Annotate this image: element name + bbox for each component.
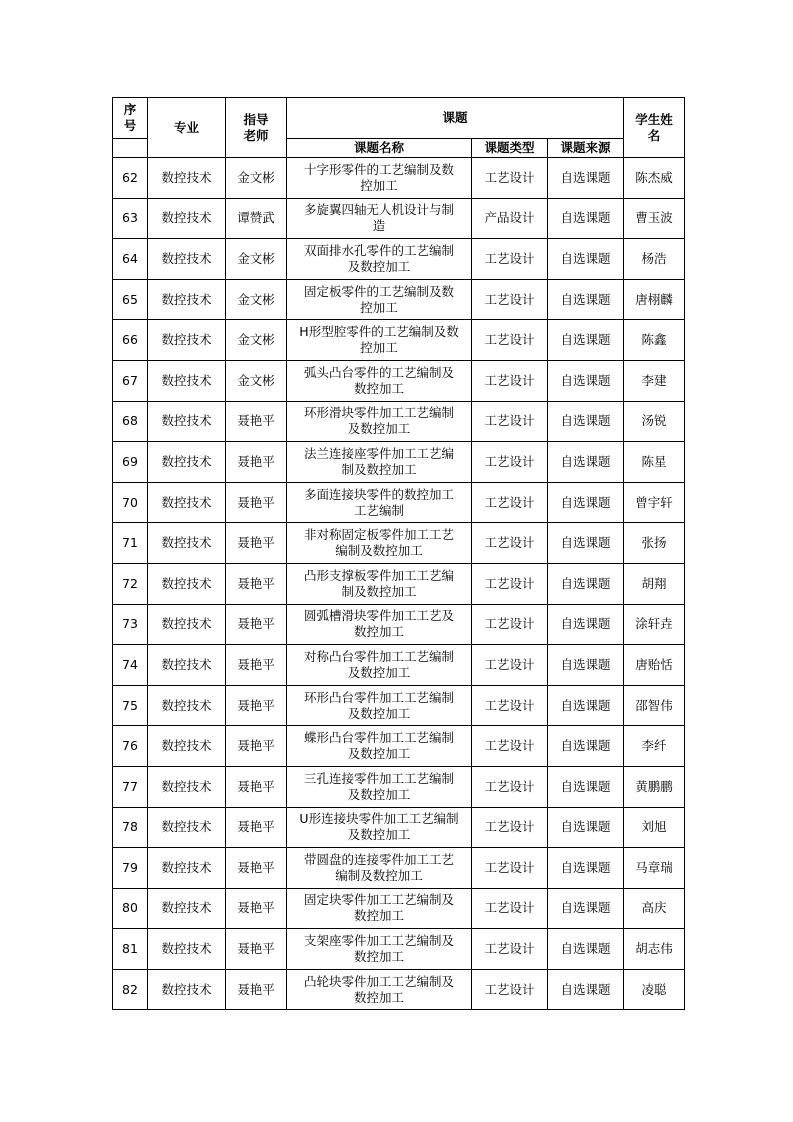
- cell-major: 数控技术: [148, 482, 226, 523]
- cell-topic-source: 自选课题: [548, 604, 624, 645]
- cell-topic-type: 工艺设计: [472, 320, 548, 361]
- topic-name-line: 工艺编制: [353, 502, 404, 518]
- cell-topic-name: [287, 807, 472, 848]
- topic-name-line: 制及数控加工: [341, 461, 417, 477]
- topic-name-line: 数控加工: [353, 624, 404, 640]
- cell-student: 胡志伟: [624, 929, 685, 970]
- cell-major: 数控技术: [148, 645, 226, 686]
- topic-name-line: 编制及数控加工: [335, 867, 423, 883]
- cell-topic-source: 自选课题: [548, 198, 624, 239]
- header-topic-name: 课题名称: [287, 139, 472, 158]
- topic-name-line: 及数控加工: [347, 746, 411, 762]
- cell-topic-name: [287, 929, 472, 970]
- topic-name-line: 凸形支撑板零件加工工艺编: [303, 567, 454, 583]
- cell-topic-name: [287, 523, 472, 564]
- cell-major: 数控技术: [148, 726, 226, 767]
- cell-topic-name: [287, 848, 472, 889]
- cell-number: 70: [113, 482, 148, 523]
- topic-name-line: 多面连接块零件的数控加工: [303, 486, 454, 502]
- topic-name-line: 环形滑块零件加工工艺编制: [303, 405, 454, 421]
- cell-advisor: 聂艳平: [226, 807, 287, 848]
- table-row: [113, 279, 685, 320]
- cell-student: 汤锐: [624, 401, 685, 442]
- cell-student: 陈星: [624, 442, 685, 483]
- topic-name-line: 造: [372, 218, 386, 234]
- topic-name-line: 控加工: [360, 340, 398, 356]
- cell-number: 73: [113, 604, 148, 645]
- cell-topic-type: 工艺设计: [472, 888, 548, 929]
- cell-topic-source: 自选课题: [548, 523, 624, 564]
- cell-number: 62: [113, 158, 148, 199]
- cell-student: 曾宇轩: [624, 482, 685, 523]
- topic-name-line: 及数控加工: [347, 258, 411, 274]
- cell-student: 刘旭: [624, 807, 685, 848]
- header-advisor: [226, 98, 287, 158]
- cell-topic-name: [287, 685, 472, 726]
- cell-topic-type: 工艺设计: [472, 482, 548, 523]
- header-advisor-line2: 老师: [243, 127, 269, 143]
- cell-major: 数控技术: [148, 320, 226, 361]
- topic-name-line: 双面排水孔零件的工艺编制: [303, 242, 454, 258]
- topic-name-line: 弧头凸台零件的工艺编制及: [303, 364, 454, 380]
- cell-number: 78: [113, 807, 148, 848]
- topic-name-line: 环形凸台零件加工工艺编制: [303, 689, 454, 705]
- topic-name-line: 控加工: [360, 299, 398, 315]
- cell-number: 81: [113, 929, 148, 970]
- cell-student: 张扬: [624, 523, 685, 564]
- cell-number: 69: [113, 442, 148, 483]
- table-row: [113, 198, 685, 239]
- cell-advisor: 聂艳平: [226, 482, 287, 523]
- header-seq: [113, 98, 148, 139]
- cell-major: 数控技术: [148, 848, 226, 889]
- cell-major: 数控技术: [148, 239, 226, 280]
- cell-advisor: 聂艳平: [226, 726, 287, 767]
- cell-topic-name: [287, 604, 472, 645]
- cell-topic-source: 自选课题: [548, 766, 624, 807]
- cell-topic-type: 工艺设计: [472, 604, 548, 645]
- cell-student: 李建: [624, 360, 685, 401]
- cell-major: 数控技术: [148, 969, 226, 1010]
- cell-topic-source: 自选课题: [548, 807, 624, 848]
- header-advisor-line1: 指导: [243, 111, 269, 127]
- cell-major: 数控技术: [148, 360, 226, 401]
- cell-number: 63: [113, 198, 148, 239]
- topic-name-line: 及数控加工: [347, 827, 411, 843]
- table-body: [113, 158, 685, 1010]
- topic-name-line: 三孔连接零件加工工艺编制: [303, 770, 454, 786]
- cell-topic-name: [287, 239, 472, 280]
- cell-topic-source: 自选课题: [548, 158, 624, 199]
- cell-topic-source: 自选课题: [548, 360, 624, 401]
- cell-advisor: 聂艳平: [226, 523, 287, 564]
- cell-topic-name: [287, 888, 472, 929]
- header-topic-type: 课题类型: [472, 139, 548, 158]
- cell-topic-type: 工艺设计: [472, 645, 548, 686]
- cell-student: 唐贻恬: [624, 645, 685, 686]
- cell-number: 68: [113, 401, 148, 442]
- cell-topic-type: 工艺设计: [472, 442, 548, 483]
- cell-student: 涂轩垚: [624, 604, 685, 645]
- header-topic: 课题: [287, 98, 624, 139]
- cell-topic-source: 自选课题: [548, 969, 624, 1010]
- topic-name-line: 及数控加工: [347, 705, 411, 721]
- cell-number: 72: [113, 563, 148, 604]
- cell-student: 曹玉波: [624, 198, 685, 239]
- topic-name-line: 数控加工: [353, 380, 404, 396]
- cell-advisor: 聂艳平: [226, 888, 287, 929]
- cell-topic-source: 自选课题: [548, 888, 624, 929]
- cell-topic-name: [287, 360, 472, 401]
- topic-name-line: 蝶形凸台零件加工工艺编制: [303, 730, 454, 746]
- cell-topic-name: [287, 401, 472, 442]
- cell-major: 数控技术: [148, 888, 226, 929]
- cell-student: 黄鹏鹏: [624, 766, 685, 807]
- cell-student: 杨浩: [624, 239, 685, 280]
- table-row: [113, 645, 685, 686]
- topic-name-line: 多旋翼四轴无人机设计与制: [303, 202, 454, 218]
- table-row: [113, 482, 685, 523]
- cell-topic-source: 自选课题: [548, 239, 624, 280]
- header-student-line1: 学生姓: [635, 111, 673, 127]
- cell-student: 马章瑞: [624, 848, 685, 889]
- cell-advisor: 金文彬: [226, 279, 287, 320]
- table-row: [113, 685, 685, 726]
- cell-topic-source: 自选课题: [548, 726, 624, 767]
- cell-student: 凌聪: [624, 969, 685, 1010]
- cell-student: 高庆: [624, 888, 685, 929]
- cell-topic-name: [287, 158, 472, 199]
- header-major: 专业: [148, 98, 226, 158]
- cell-advisor: 聂艳平: [226, 766, 287, 807]
- cell-major: 数控技术: [148, 604, 226, 645]
- cell-topic-source: 自选课题: [548, 848, 624, 889]
- table-row: [113, 320, 685, 361]
- cell-topic-name: [287, 726, 472, 767]
- cell-topic-name: [287, 482, 472, 523]
- table-row: [113, 239, 685, 280]
- cell-topic-name: [287, 563, 472, 604]
- topic-name-line: 十字形零件的工艺编制及数: [303, 161, 454, 177]
- table-row: [113, 888, 685, 929]
- cell-advisor: 聂艳平: [226, 969, 287, 1010]
- topic-name-line: 数控加工: [353, 908, 404, 924]
- header-seq-line2: 号: [123, 118, 137, 133]
- cell-topic-type: 工艺设计: [472, 279, 548, 320]
- table-row: [113, 563, 685, 604]
- topic-name-line: 控加工: [360, 177, 398, 193]
- cell-number: 75: [113, 685, 148, 726]
- cell-advisor: 金文彬: [226, 158, 287, 199]
- table-header: [113, 98, 685, 158]
- topic-name-line: 凸轮块零件加工工艺编制及: [303, 973, 454, 989]
- header-student: [624, 98, 685, 158]
- cell-number: 65: [113, 279, 148, 320]
- cell-topic-type: 工艺设计: [472, 401, 548, 442]
- topic-name-line: 数控加工: [353, 989, 404, 1005]
- topic-name-line: 带圆盘的连接零件加工工艺: [303, 851, 454, 867]
- cell-advisor: 谭赞武: [226, 198, 287, 239]
- topic-name-line: U形连接块零件加工工艺编制: [299, 811, 459, 827]
- cell-topic-type: 工艺设计: [472, 158, 548, 199]
- cell-advisor: 聂艳平: [226, 442, 287, 483]
- cell-topic-type: 工艺设计: [472, 929, 548, 970]
- table-row: [113, 158, 685, 199]
- cell-major: 数控技术: [148, 766, 226, 807]
- cell-student: 唐栩麟: [624, 279, 685, 320]
- cell-topic-type: 工艺设计: [472, 563, 548, 604]
- cell-topic-name: [287, 198, 472, 239]
- topic-name-line: 及数控加工: [347, 786, 411, 802]
- topic-name-line: 制及数控加工: [341, 583, 417, 599]
- cell-major: 数控技术: [148, 685, 226, 726]
- topic-name-line: 及数控加工: [347, 664, 411, 680]
- cell-topic-source: 自选课题: [548, 563, 624, 604]
- cell-topic-source: 自选课题: [548, 929, 624, 970]
- cell-major: 数控技术: [148, 198, 226, 239]
- cell-number: 76: [113, 726, 148, 767]
- cell-advisor: 聂艳平: [226, 604, 287, 645]
- cell-student: 邵智伟: [624, 685, 685, 726]
- cell-topic-type: 工艺设计: [472, 523, 548, 564]
- cell-topic-name: [287, 442, 472, 483]
- cell-major: 数控技术: [148, 523, 226, 564]
- cell-number: 74: [113, 645, 148, 686]
- cell-topic-source: 自选课题: [548, 685, 624, 726]
- table-row: [113, 807, 685, 848]
- topic-name-line: 支架座零件加工工艺编制及: [303, 933, 454, 949]
- header-seq-line1: 序: [123, 102, 137, 117]
- cell-major: 数控技术: [148, 401, 226, 442]
- cell-topic-source: 自选课题: [548, 320, 624, 361]
- cell-topic-type: 产品设计: [472, 198, 548, 239]
- topic-name-line: 圆弧槽滑块零件加工工艺及: [303, 608, 454, 624]
- cell-topic-source: 自选课题: [548, 482, 624, 523]
- cell-topic-type: 工艺设计: [472, 848, 548, 889]
- cell-major: 数控技术: [148, 158, 226, 199]
- topic-name-line: 固定块零件加工工艺编制及: [303, 892, 454, 908]
- topic-name-line: 编制及数控加工: [335, 543, 423, 559]
- table-row: [113, 401, 685, 442]
- cell-number: 67: [113, 360, 148, 401]
- cell-number: 79: [113, 848, 148, 889]
- cell-major: 数控技术: [148, 442, 226, 483]
- table-row: [113, 848, 685, 889]
- cell-advisor: 聂艳平: [226, 929, 287, 970]
- table-row: [113, 523, 685, 564]
- cell-advisor: 聂艳平: [226, 848, 287, 889]
- cell-student: 胡翔: [624, 563, 685, 604]
- cell-topic-name: [287, 645, 472, 686]
- topic-table: [112, 97, 685, 1010]
- cell-advisor: 聂艳平: [226, 685, 287, 726]
- cell-advisor: 金文彬: [226, 239, 287, 280]
- table-row: [113, 360, 685, 401]
- cell-topic-name: [287, 320, 472, 361]
- cell-advisor: 聂艳平: [226, 401, 287, 442]
- cell-number: 71: [113, 523, 148, 564]
- topic-name-line: H形型腔零件的工艺编制及数: [299, 324, 459, 340]
- topic-name-line: 及数控加工: [347, 421, 411, 437]
- cell-number: 77: [113, 766, 148, 807]
- cell-topic-type: 工艺设计: [472, 726, 548, 767]
- header-topic-source: 课题来源: [548, 139, 624, 158]
- cell-number: 66: [113, 320, 148, 361]
- cell-topic-name: [287, 969, 472, 1010]
- cell-topic-type: 工艺设计: [472, 807, 548, 848]
- cell-advisor: 金文彬: [226, 320, 287, 361]
- cell-advisor: 聂艳平: [226, 563, 287, 604]
- table-row: [113, 969, 685, 1010]
- cell-student: 陈鑫: [624, 320, 685, 361]
- cell-topic-source: 自选课题: [548, 279, 624, 320]
- table-row: [113, 442, 685, 483]
- cell-topic-type: 工艺设计: [472, 766, 548, 807]
- cell-student: 李纤: [624, 726, 685, 767]
- cell-student: 陈杰威: [624, 158, 685, 199]
- topic-name-line: 法兰连接座零件加工工艺编: [303, 445, 454, 461]
- header-student-line2: 名: [647, 127, 661, 143]
- cell-topic-name: [287, 766, 472, 807]
- cell-major: 数控技术: [148, 279, 226, 320]
- cell-topic-source: 自选课题: [548, 401, 624, 442]
- cell-topic-type: 工艺设计: [472, 685, 548, 726]
- cell-topic-type: 工艺设计: [472, 969, 548, 1010]
- topic-name-line: 非对称固定板零件加工工艺: [303, 527, 454, 543]
- cell-major: 数控技术: [148, 807, 226, 848]
- table-row: [113, 726, 685, 767]
- cell-topic-source: 自选课题: [548, 645, 624, 686]
- table-row: [113, 929, 685, 970]
- cell-number: 64: [113, 239, 148, 280]
- topic-name-line: 数控加工: [353, 949, 404, 965]
- topic-name-line: 固定板零件的工艺编制及数: [303, 283, 454, 299]
- cell-topic-name: [287, 279, 472, 320]
- cell-major: 数控技术: [148, 563, 226, 604]
- header-seq-blank: [113, 139, 148, 158]
- cell-topic-type: 工艺设计: [472, 239, 548, 280]
- cell-number: 80: [113, 888, 148, 929]
- table-row: [113, 604, 685, 645]
- cell-topic-type: 工艺设计: [472, 360, 548, 401]
- table-row: [113, 766, 685, 807]
- topic-name-line: 对称凸台零件加工工艺编制: [303, 648, 454, 664]
- cell-major: 数控技术: [148, 929, 226, 970]
- cell-topic-source: 自选课题: [548, 442, 624, 483]
- cell-number: 82: [113, 969, 148, 1010]
- cell-advisor: 金文彬: [226, 360, 287, 401]
- cell-advisor: 聂艳平: [226, 645, 287, 686]
